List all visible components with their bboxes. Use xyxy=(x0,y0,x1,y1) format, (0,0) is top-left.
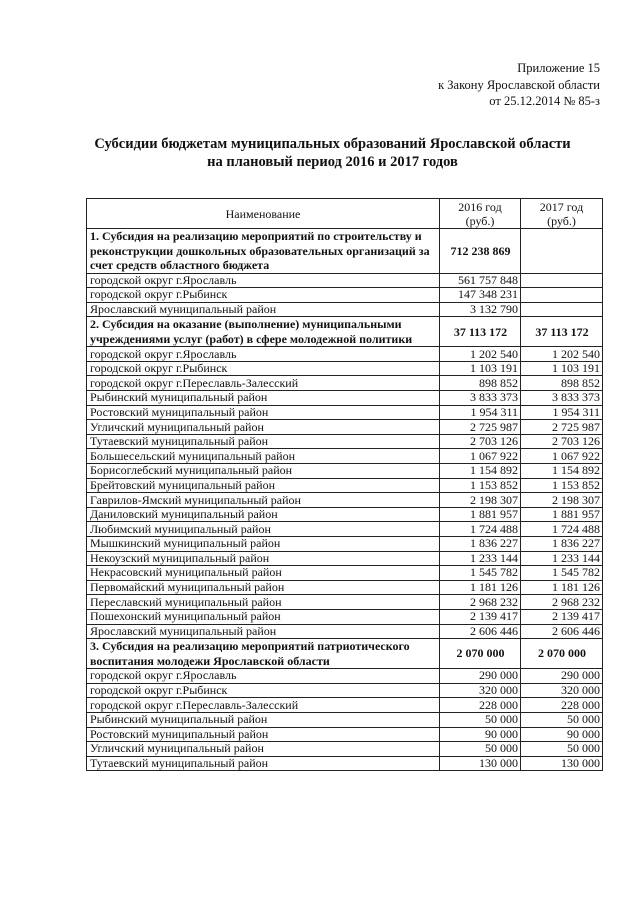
table-row xyxy=(87,756,603,771)
cell-2016: 1 881 957 xyxy=(440,507,521,522)
cell-2017: 1 881 957 xyxy=(521,507,603,522)
table-row xyxy=(87,595,603,610)
cell-2016: 130 000 xyxy=(440,756,521,771)
cell-2017: 90 000 xyxy=(521,727,603,742)
cell-2016: 2 725 987 xyxy=(440,420,521,435)
cell-2016: 1 067 922 xyxy=(440,449,521,464)
cell-name: Переславский муниципальный район xyxy=(87,595,440,610)
cell-name: городской округ г.Рыбинск xyxy=(87,683,440,698)
title-line-1: Субсидии бюджетам муниципальных образований Ярославской области xyxy=(94,136,571,152)
cell-2016: 1 545 782 xyxy=(440,566,521,581)
cell-2016: 2 968 232 xyxy=(440,595,521,610)
table-row xyxy=(87,742,603,757)
cell-2017: 130 000 xyxy=(521,756,603,771)
table-row xyxy=(87,449,603,464)
header-name: Наименование xyxy=(87,199,440,229)
table-row xyxy=(87,522,603,537)
cell-2017 xyxy=(521,273,603,288)
cell-2016: 228 000 xyxy=(440,698,521,713)
cell-name: городской округ г.Ярославль xyxy=(87,273,440,288)
cell-2016: 3 132 790 xyxy=(440,302,521,317)
table-row xyxy=(87,537,603,552)
table-row xyxy=(87,551,603,566)
cell-2016: 50 000 xyxy=(440,742,521,757)
cell-2017 xyxy=(521,302,603,317)
cell-2016: 1 103 191 xyxy=(440,361,521,376)
cell-2017: 2 968 232 xyxy=(521,595,603,610)
cell-name: Даниловский муниципальный район xyxy=(87,507,440,522)
table-row xyxy=(87,464,603,479)
cell-name: Ярославский муниципальный район xyxy=(87,302,440,317)
cell-2016: 90 000 xyxy=(440,727,521,742)
appendix-block xyxy=(438,60,600,110)
cell-name: Гаврилов-Ямский муниципальный район xyxy=(87,493,440,508)
cell-name: Угличский муниципальный район xyxy=(87,420,440,435)
cell-2017: 2 139 417 xyxy=(521,609,603,624)
cell-name: Брейтовский муниципальный район xyxy=(87,478,440,493)
cell-2016: 50 000 xyxy=(440,712,521,727)
subsidies-table xyxy=(86,198,603,771)
cell-2016: 2 606 446 xyxy=(440,624,521,639)
cell-2016: 290 000 xyxy=(440,669,521,684)
header-2017: 2017 год (руб.) xyxy=(521,199,603,229)
cell-2016: 1 233 144 xyxy=(440,551,521,566)
cell-name: Борисоглебский муниципальный район xyxy=(87,464,440,479)
cell-name: городской округ г.Рыбинск xyxy=(87,361,440,376)
table-row xyxy=(87,712,603,727)
table-row xyxy=(87,347,603,362)
cell-2016: 1 954 311 xyxy=(440,405,521,420)
cell-2017: 228 000 xyxy=(521,698,603,713)
cell-2017: 1 233 144 xyxy=(521,551,603,566)
cell-name: Первомайский муниципальный район xyxy=(87,580,440,595)
cell-name: городской округ г.Переславль-Залесский xyxy=(87,698,440,713)
cell-2017: 2 070 000 xyxy=(521,639,603,669)
appendix-title: Приложение 15 xyxy=(517,61,600,75)
table-row xyxy=(87,609,603,624)
cell-name: Ростовский муниципальный район xyxy=(87,727,440,742)
cell-name: Рыбинский муниципальный район xyxy=(87,391,440,406)
cell-2017: 2 606 446 xyxy=(521,624,603,639)
cell-2017: 37 113 172 xyxy=(521,317,603,347)
cell-2016: 712 238 869 xyxy=(440,229,521,274)
cell-2017: 1 724 488 xyxy=(521,522,603,537)
document-title xyxy=(70,135,595,171)
appendix-law: к Закону Ярославской области xyxy=(438,77,600,92)
cell-2017 xyxy=(521,229,603,274)
section-row xyxy=(87,317,603,347)
cell-2016: 320 000 xyxy=(440,683,521,698)
cell-2016: 2 070 000 xyxy=(440,639,521,669)
cell-name: городской округ г.Ярославль xyxy=(87,669,440,684)
cell-name: городской округ г.Ярославль xyxy=(87,347,440,362)
cell-name: Тутаевский муниципальный район xyxy=(87,434,440,449)
cell-2016: 1 181 126 xyxy=(440,580,521,595)
cell-name: 1. Субсидия на реализацию мероприятий по строительству и реконструкции дошкольных образовательных организаций за счет средств областного бюджета xyxy=(87,229,440,274)
title-line-2: на плановый период 2016 и 2017 годов xyxy=(207,154,458,170)
cell-2017: 898 852 xyxy=(521,376,603,391)
cell-2016: 1 153 852 xyxy=(440,478,521,493)
cell-2017: 1 545 782 xyxy=(521,566,603,581)
cell-name: городской округ г.Рыбинск xyxy=(87,288,440,303)
table-header-row xyxy=(87,199,603,229)
table-row xyxy=(87,683,603,698)
cell-2017: 1 836 227 xyxy=(521,537,603,552)
cell-2016: 1 202 540 xyxy=(440,347,521,362)
cell-name: Пошехонский муниципальный район xyxy=(87,609,440,624)
cell-2016: 2 703 126 xyxy=(440,434,521,449)
cell-2017: 1 154 892 xyxy=(521,464,603,479)
cell-2016: 1 724 488 xyxy=(440,522,521,537)
cell-name: городской округ г.Переславль-Залесский xyxy=(87,376,440,391)
table-row xyxy=(87,376,603,391)
cell-2016: 1 836 227 xyxy=(440,537,521,552)
table-row xyxy=(87,566,603,581)
header-2016: 2016 год (руб.) xyxy=(440,199,521,229)
cell-name: Любимский муниципальный район xyxy=(87,522,440,537)
cell-2017: 290 000 xyxy=(521,669,603,684)
cell-name: Угличский муниципальный район xyxy=(87,742,440,757)
table-row xyxy=(87,493,603,508)
cell-2017: 1 153 852 xyxy=(521,478,603,493)
cell-name: Некрасовский муниципальный район xyxy=(87,566,440,581)
table-row xyxy=(87,669,603,684)
cell-2017: 2 725 987 xyxy=(521,420,603,435)
cell-name: 2. Субсидия на оказание (выполнение) муниципальными учреждениями услуг (работ) в сфере молодежной политики xyxy=(87,317,440,347)
cell-name: Рыбинский муниципальный район xyxy=(87,712,440,727)
cell-name: Большесельский муниципальный район xyxy=(87,449,440,464)
section-row xyxy=(87,639,603,669)
cell-2016: 2 139 417 xyxy=(440,609,521,624)
cell-2017: 2 198 307 xyxy=(521,493,603,508)
cell-2017: 1 954 311 xyxy=(521,405,603,420)
cell-2017: 1 181 126 xyxy=(521,580,603,595)
cell-2016: 37 113 172 xyxy=(440,317,521,347)
table-row xyxy=(87,727,603,742)
cell-2016: 147 348 231 xyxy=(440,288,521,303)
cell-2017: 320 000 xyxy=(521,683,603,698)
cell-2016: 561 757 848 xyxy=(440,273,521,288)
cell-2017 xyxy=(521,288,603,303)
cell-2016: 898 852 xyxy=(440,376,521,391)
cell-name: Мышкинский муниципальный район xyxy=(87,537,440,552)
table-row xyxy=(87,391,603,406)
cell-name: Некоузский муниципальный район xyxy=(87,551,440,566)
cell-2017: 3 833 373 xyxy=(521,391,603,406)
cell-2017: 50 000 xyxy=(521,742,603,757)
table-row xyxy=(87,273,603,288)
table-row xyxy=(87,405,603,420)
table-row xyxy=(87,624,603,639)
cell-2016: 2 198 307 xyxy=(440,493,521,508)
cell-2017: 1 202 540 xyxy=(521,347,603,362)
table-row xyxy=(87,698,603,713)
cell-2017: 50 000 xyxy=(521,712,603,727)
cell-name: Тутаевский муниципальный район xyxy=(87,756,440,771)
cell-2017: 2 703 126 xyxy=(521,434,603,449)
table-row xyxy=(87,507,603,522)
table-row xyxy=(87,434,603,449)
cell-2017: 1 103 191 xyxy=(521,361,603,376)
cell-2017: 1 067 922 xyxy=(521,449,603,464)
cell-2016: 3 833 373 xyxy=(440,391,521,406)
cell-name: 3. Субсидия на реализацию мероприятий патриотического воспитания молодежи Ярославской области xyxy=(87,639,440,669)
appendix-date: от 25.12.2014 № 85-з xyxy=(489,94,600,108)
table-row xyxy=(87,288,603,303)
table-row xyxy=(87,580,603,595)
table-row xyxy=(87,478,603,493)
cell-2016: 1 154 892 xyxy=(440,464,521,479)
table-row xyxy=(87,420,603,435)
table-row xyxy=(87,302,603,317)
table-body xyxy=(87,229,603,771)
cell-name: Ростовский муниципальный район xyxy=(87,405,440,420)
cell-name: Ярославский муниципальный район xyxy=(87,624,440,639)
section-row xyxy=(87,229,603,274)
table-row xyxy=(87,361,603,376)
